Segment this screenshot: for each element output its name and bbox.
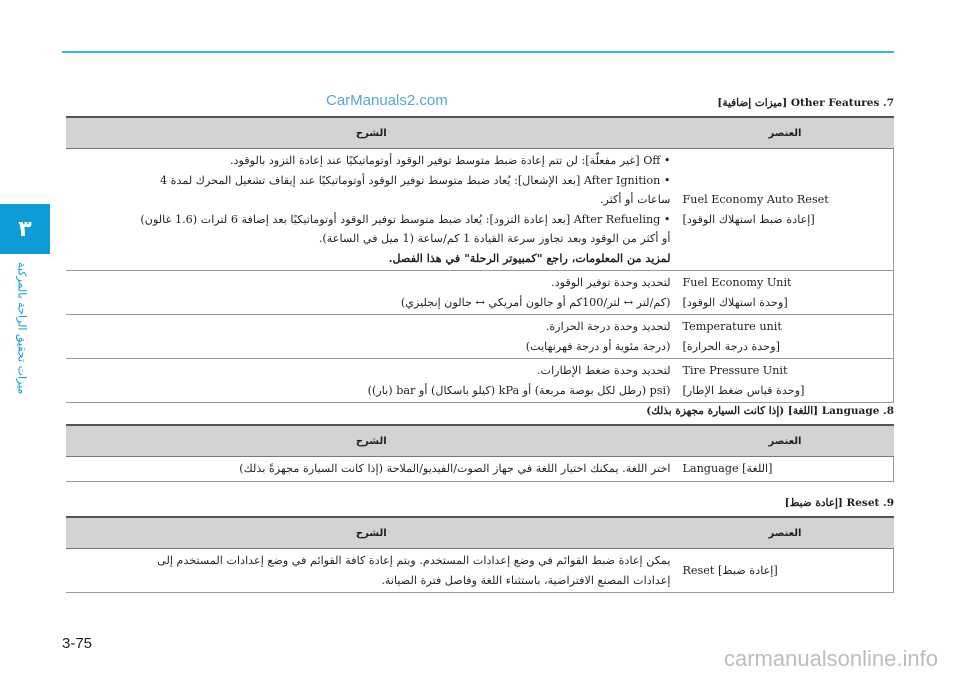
other-features-table: [66, 116, 894, 403]
item-cell: [677, 549, 894, 593]
description-line: لتحديد وحدة توفير الوقود.: [551, 276, 671, 289]
page-number: 3-75: [62, 635, 93, 652]
language-table: [66, 424, 894, 482]
table-header-row: [66, 425, 894, 457]
description-cell: [66, 359, 677, 403]
item-line: Language [اللغة]: [682, 462, 773, 475]
description-line: (psi (رطل لكل بوصة مربعة) أو kPa (كيلو باسكال) أو bar (بار)): [367, 383, 671, 397]
item-line: [إعادة ضبط استهلاك الوقود]: [682, 212, 815, 226]
header-description: الشرح: [66, 517, 677, 549]
table-row: [66, 271, 894, 315]
item-cell: [677, 315, 894, 359]
site-watermark[interactable]: carmanualsonline.info: [723, 646, 938, 671]
description-cell: [66, 271, 677, 315]
description-cell: [66, 315, 677, 359]
section-title-other-features: 7. Other Features [ميزات إضافية]: [717, 97, 894, 109]
item-cell: [677, 457, 894, 482]
description-line: (كم/لتر ↔ لتر/100كم أو جالون أمريكي ↔ جالون إنجليزي): [400, 295, 671, 309]
table-row: [66, 149, 894, 271]
reset-table: [66, 516, 894, 593]
description-line: ساعات أو أكثر.: [599, 193, 671, 206]
item-line: [وحدة درجة الحرارة]: [682, 339, 780, 353]
top-rule: [62, 51, 894, 53]
description-line: لتحديد وحدة درجة الحرارة.: [545, 320, 671, 333]
item-line: Fuel Economy Auto Reset: [682, 193, 829, 206]
description-line: لمزيد من المعلومات، راجع "كمبيوتر الرحلة" في هذا الفصل.: [388, 250, 671, 265]
table-header-row: [66, 117, 894, 149]
table-row: [66, 315, 894, 359]
description-line: لتحديد وحدة ضغط الإطارات.: [536, 364, 671, 377]
brand-watermark[interactable]: CarManuals2.com: [326, 92, 448, 109]
description-cell: [66, 549, 677, 593]
description-line: يمكن إعادة ضبط القوائم في وضع إعدادات المستخدم. ويتم إعادة كافة القوائم في وضع إعدادات المستخدم إلى: [157, 554, 671, 567]
description-line: (درجة مئوية أو درجة فهرنهايت): [525, 339, 671, 353]
item-line: Temperature unit: [682, 320, 782, 333]
item-line: [وحدة قياس ضغط الإطار]: [682, 383, 805, 397]
description-line: • After Ignition [بعد الإشعال]: يُعاد ضبط متوسط توفير الوقود أوتوماتيكيًا عند إيقاف تشغيل المحرك لمدة 4: [159, 173, 671, 187]
description-cell: [66, 149, 677, 271]
header-description: الشرح: [66, 425, 677, 457]
header-description: الشرح: [66, 117, 677, 149]
item-cell: [677, 271, 894, 315]
description-cell: [66, 457, 677, 482]
item-line: Tire Pressure Unit: [682, 364, 788, 377]
table-row: [66, 457, 894, 482]
section-title-reset: 9. Reset [إعادة ضبط]: [784, 497, 894, 509]
description-line: إعدادات المصنع الافتراضية، باستثناء اللغة وفاصل فترة الصيانة.: [381, 573, 671, 587]
table-row: [66, 359, 894, 403]
item-line: Reset [إعادة ضبط]: [682, 563, 778, 577]
item-cell: [677, 149, 894, 271]
side-chapter-label: ميزات تحقيق الراحة بالمركبة: [15, 262, 29, 395]
description-line: • After Refueling [بعد إعادة التزود]: يُعاد ضبط متوسط توفير الوقود أوتوماتيكيًا بعد إضافة 6 لترات (1.6 غالون): [140, 212, 671, 226]
description-line: • Off [غير مفعلّة]: لن تتم إعادة ضبط متوسط توفير الوقود أوتوماتيكيًا عند إعادة التزود بالوقود.: [230, 154, 671, 167]
chapter-tab: ٣: [0, 204, 50, 254]
section-title-language: 8. Language [اللغة] (إذا كانت السيارة مجهزة بذلك): [646, 405, 894, 417]
table-header-row: [66, 517, 894, 549]
item-cell: [677, 359, 894, 403]
description-line: أو أكثر من الوقود وبعد تجاوز سرعة القيادة 1 كم/ساعة (1 ميل في الساعة).: [318, 232, 671, 245]
header-item: العنصر: [677, 517, 894, 549]
header-item: العنصر: [677, 117, 894, 149]
header-item: العنصر: [677, 425, 894, 457]
item-line: Fuel Economy Unit: [682, 276, 792, 289]
item-line: [وحدة استهلاك الوقود]: [682, 295, 788, 309]
table-row: [66, 549, 894, 593]
description-line: اختر اللغة. يمكنك اختيار اللغة في جهاز الصوت/الفيديو/الملاحة (إذا كانت السيارة مجهزةً بذلك): [239, 462, 671, 475]
